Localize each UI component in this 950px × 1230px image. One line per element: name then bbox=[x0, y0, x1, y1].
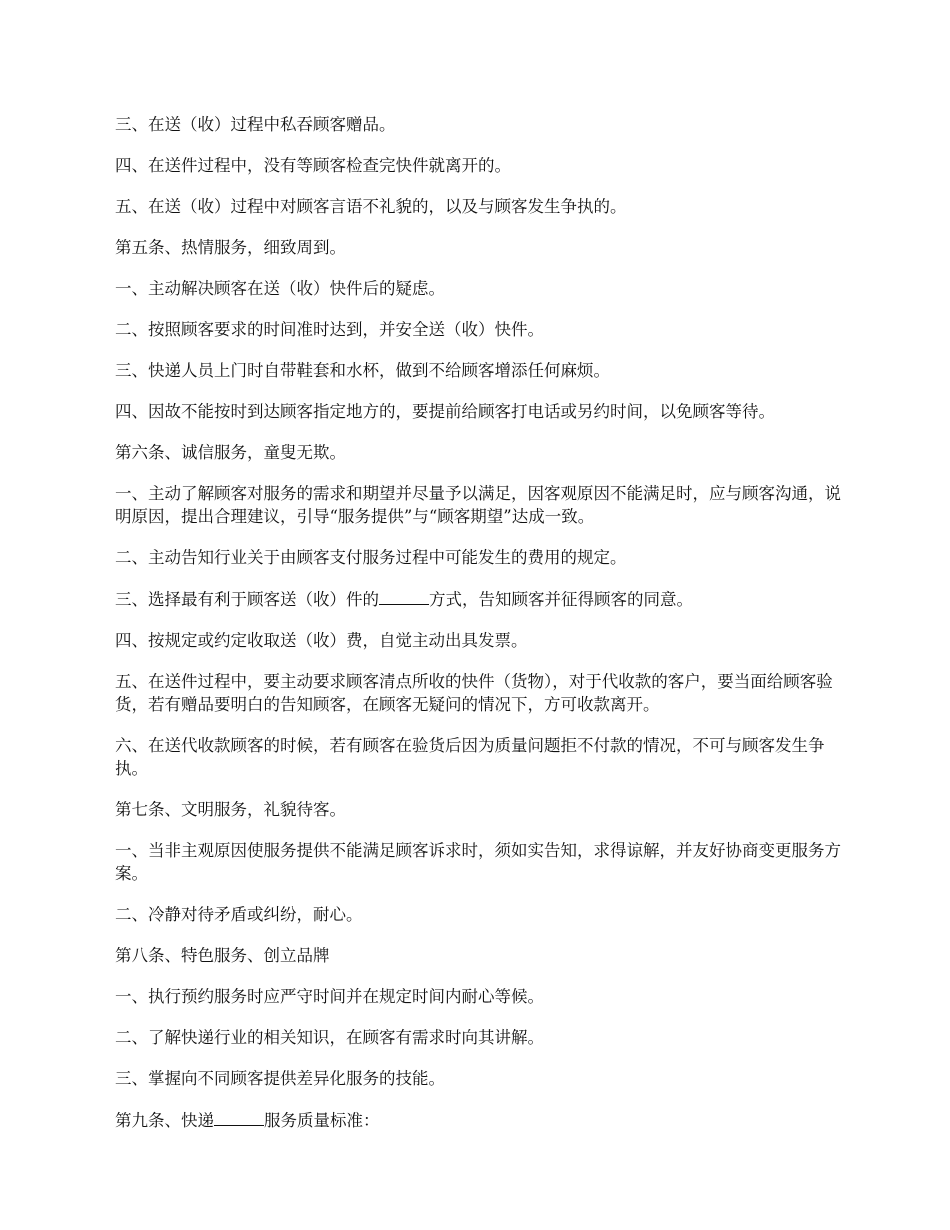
paragraph-text-before-blank: 三、选择最有利于顾客送（收）件的 bbox=[115, 590, 379, 609]
fill-in-blank bbox=[379, 587, 429, 605]
paragraph-text-after-blank: 方式，告知顾客并征得顾客的同意。 bbox=[429, 590, 693, 609]
paragraph-item-4-leave-before-check: 四、在送件过程中，没有等顾客检查完快件就离开的。 bbox=[115, 156, 511, 175]
paragraph-article-8-item-1: 一、执行预约服务时应严守时间并在规定时间内耐心等候。 bbox=[115, 987, 544, 1006]
paragraph-article-5-item-1: 一、主动解决顾客在送（收）快件后的疑虑。 bbox=[115, 279, 445, 298]
paragraph-article-5-item-4: 四、因故不能按时到达顾客指定地方的，要提前给顾客打电话或另约时间，以免顾客等待。 bbox=[115, 402, 775, 421]
article-7-heading: 第七条、文明服务，礼貌待客。 bbox=[115, 800, 346, 819]
article-6-heading: 第六条、诚信服务，童叟无欺。 bbox=[115, 443, 346, 462]
paragraph-article-6-item-1: 一、主动了解顾客对服务的需求和期望并尽量予以满足，因客观原因不能满足时，应与顾客沟通，说明原因，提出合理建议，引导“服务提供”与“顾客期望”达成一致。 bbox=[115, 484, 841, 526]
paragraph-item-3-embezzle-gifts: 三、在送（收）过程中私吞顾客赠品。 bbox=[115, 115, 396, 134]
heading-text-before-blank: 第九条、快递 bbox=[115, 1111, 214, 1130]
paragraph-article-7-item-2: 二、冷静对待矛盾或纠纷，耐心。 bbox=[115, 905, 363, 924]
article-8-heading: 第八条、特色服务、创立品牌 bbox=[115, 946, 330, 965]
paragraph-article-5-item-2: 二、按照顾客要求的时间准时达到，并安全送（收）快件。 bbox=[115, 320, 544, 339]
paragraph-article-8-item-3: 三、掌握向不同顾客提供差异化服务的技能。 bbox=[115, 1069, 445, 1088]
paragraph-article-6-item-6: 六、在送代收款顾客的时候，若有顾客在验货后因为质量问题拒不付款的情况，不可与顾客发生争执。 bbox=[115, 736, 825, 778]
article-9-heading bbox=[115, 1108, 850, 1132]
paragraph-article-6-item-4: 四、按规定或约定收取送（收）费，自觉主动出具发票。 bbox=[115, 631, 528, 650]
paragraph-item-5-impolite: 五、在送（收）过程中对顾客言语不礼貌的，以及与顾客发生争执的。 bbox=[115, 197, 627, 216]
document-body bbox=[115, 113, 850, 1150]
paragraph-article-8-item-2: 二、了解快递行业的相关知识，在顾客有需求时向其讲解。 bbox=[115, 1028, 544, 1047]
article-5-heading: 第五条、热情服务，细致周到。 bbox=[115, 238, 346, 257]
paragraph-article-7-item-1: 一、当非主观原因使服务提供不能满足顾客诉求时，须如实告知，求得谅解，并友好协商变更服务方案。 bbox=[115, 841, 841, 883]
paragraph-article-6-item-2: 二、主动告知行业关于由顾客支付服务过程中可能发生的费用的规定。 bbox=[115, 548, 627, 567]
paragraph-article-5-item-3: 三、快递人员上门时自带鞋套和水杯，做到不给顾客增添任何麻烦。 bbox=[115, 361, 610, 380]
fill-in-blank bbox=[214, 1108, 264, 1126]
heading-text-after-blank: 服务质量标准： bbox=[264, 1111, 380, 1130]
paragraph-article-6-item-5: 五、在送件过程中，要主动要求顾客清点所收的快件（货物），对于代收款的客户，要当面给顾客验货，若有赠品要明白的告知顾客，在顾客无疑问的情况下，方可收款离开。 bbox=[115, 672, 833, 714]
paragraph-article-6-item-3 bbox=[115, 587, 850, 611]
